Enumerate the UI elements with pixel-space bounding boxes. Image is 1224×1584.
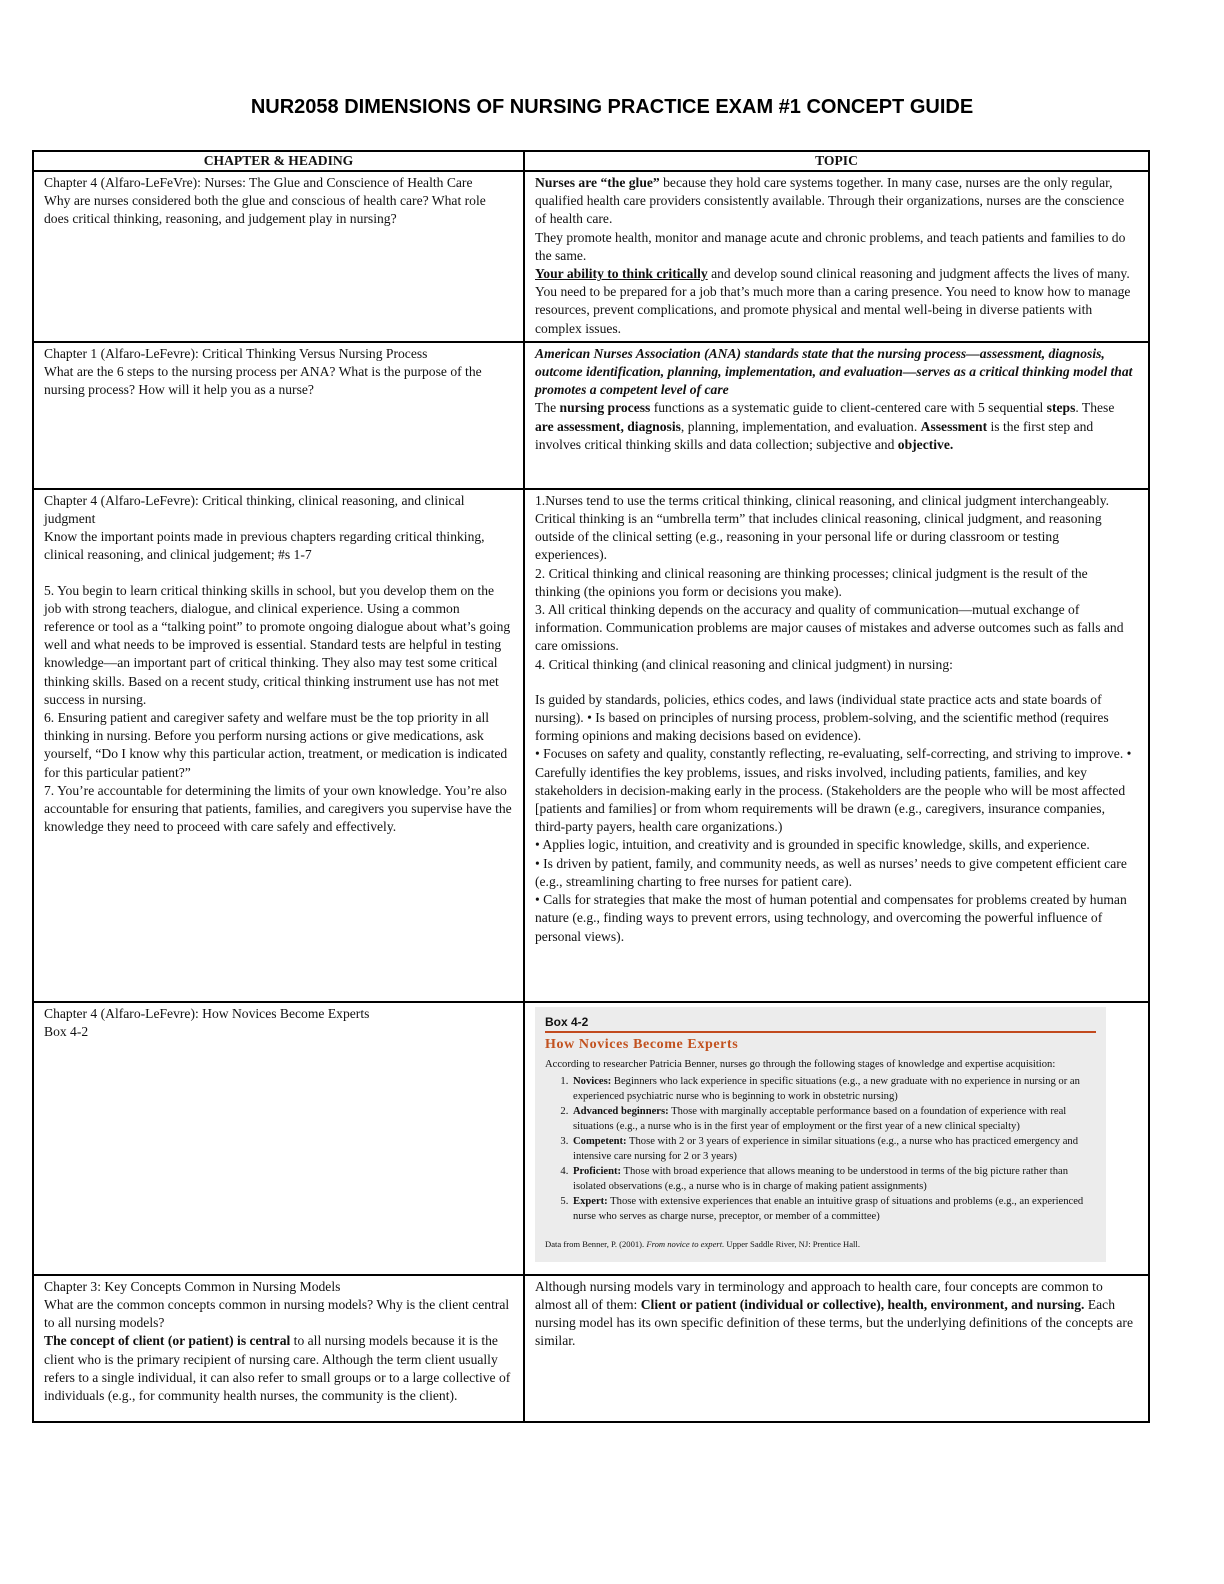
table-row [33,1275,1149,1422]
chapter-heading: Chapter 4 (Alfaro-LeFevre): How Novices Become Experts [44,1005,370,1021]
point-3: 3. All critical thinking depends on the accuracy and quality of communication—mutual exchange of information. Communication problems are major causes of mistakes and adverse outcomes such as falls and care omissions. [535,602,1124,654]
bullet-paragraph: Is guided by standards, policies, ethics codes, and laws (individual state practice acts and state boards of nursing). • Is based on principles of nursing process, problem-solving, and the scientific method (requires forming opinions and making decisions based on evidence). [535,691,1109,744]
topic-paragraph: They promote health, monitor and manage acute and chronic problems, and teach patients and families to do the same. [535,229,1126,263]
topic-cell [524,171,1149,342]
topic-paragraph: The nursing process functions as a systematic guide to client-centered care with 5 sequential steps. These are assessment, diagnosis, planning, implementation, and evaluation. Assessment is the first step and involves critical thinking skills and data collection; subjective and objective. [535,400,1115,452]
column-header-topic: TOPIC [524,151,1149,171]
topic-cell [524,1275,1149,1422]
chapter-cell [33,489,524,1002]
list-item: 1. Novices: Beginners who lack experience in specific situations (e.g., a new graduate with no experience in nursing or an experienced psychiatric nurse who is beginning to work in obstetric nursing) [571,1074,1096,1104]
table-row [33,1002,1149,1275]
table-header-row [33,151,1149,171]
list-item: 4. Proficient: Those with broad experience that allows meaning to be understood in terms of the big picture rather than isolated observations (e.g., a nurse who is in charge of making patient assignments) [571,1164,1096,1194]
point-2: 2. Critical thinking and clinical reasoning are thinking processes; clinical judgment is the result of the thinking (the opinions you form or decisions you make). [535,565,1088,599]
point-4: 4. Critical thinking (and clinical reasoning and clinical judgment) in nursing: [535,656,953,672]
bullet-paragraph: • Is driven by patient, family, and community needs, as well as nurses’ needs to give competent efficient care (e.g., streamlining charting to free nurses for patient care). [535,855,1127,889]
table-row [33,171,1149,342]
list-item: 3. Competent: Those with 2 or 3 years of experience in similar situations (e.g., a nurse who has practiced emergency and intensive care nursing for 2 or 3 years) [571,1134,1096,1164]
box-4-2-figure [535,1007,1106,1262]
table-row [33,342,1149,489]
chapter-cell [33,342,524,489]
chapter-cell [33,1002,524,1275]
table-row [33,489,1149,1002]
topic-cell [524,342,1149,489]
box-title: How Novices Become Experts [545,1036,739,1052]
study-questions: Why are nurses considered both the glue and conscious of health care? What role does critical thinking, reasoning, and judgement play in nursing? [44,193,486,227]
point-6: 6. Ensuring patient and caregiver safety and welfare must be the top priority in all thinking in nursing. Before you perform nursing actions or give medications, ask yourself, “Do I know why this particular action, treatment, or medication is indicated for this particular patient?” [44,710,508,780]
bullet-paragraph: • Calls for strategies that make the most of human potential and compensates for problems created by human nature (e.g., finding ways to prevent errors, using technology, and overcoming the powerful influence of personal views). [535,892,1127,944]
expertise-stages-list [545,1074,1096,1224]
study-questions: What are the common concepts common in nursing models? Why is the client central to all nursing models? [44,1297,510,1331]
point-1: 1.Nurses tend to use the terms critical thinking, clinical reasoning, and clinical judgment interchangeably. Critical thinking is an “umbrella term” that includes clinical reasoning, clinical judgment, and reasoning outside of the clinical setting (e.g., reasoning in your personal life or during classroom or testing experiences). [535,492,1110,563]
box-source-citation: Data from Benner, P. (2001). From novice to expert. Upper Saddle River, NJ: Prentice Hall. [545,1238,860,1249]
box-divider [545,1031,1096,1033]
box-reference: Box 4-2 [44,1024,89,1040]
topic-cell [524,1002,1149,1275]
chapter-cell [33,171,524,342]
list-item: 2. Advanced beginners: Those with marginally acceptable performance based on a foundation of experience with real situations (e.g., a nurse who is in the first year of employment or the first year of a new clinical specialty) [571,1104,1096,1134]
study-questions: What are the 6 steps to the nursing process per ANA? What is the purpose of the nursing process? How will it help you as a nurse? [44,364,482,398]
box-intro: According to researcher Patricia Benner, nurses go through the following stages of knowledge and expertise acquisition: [545,1058,1056,1070]
point-5: 5. You begin to learn critical thinking skills in school, but you develop them on the job with strong teachers, dialogue, and clinical experience. Using a common reference or tool as a “talking point” to promote ongoing dialogue about what’s going well and what needs to be improved is essential. Standard tests are helpful in testing knowledge—an important part of critical thinking. They also may test some critical thinking skills. Based on a recent study, critical thinking instrument use has not met success in nursing. [44,582,511,707]
study-questions: Know the important points made in previous chapters regarding critical thinking, clinical reasoning, and clinical judgement; #s 1-7 [44,529,485,563]
point-7: 7. You’re accountable for determining the limits of your own knowledge. You’re also accountable for ensuring that patients, families, and caregivers you supervise have the knowledge they need to proceed with care safely and effectively. [44,782,512,835]
list-item: 5. Expert: Those with extensive experiences that enable an intuitive grasp of situations and problems (e.g., an experienced nurse who serves as charge nurse, preceptor, or member of a committee) [571,1194,1096,1224]
topic-paragraph: Although nursing models vary in terminology and approach to health care, four concepts are common to almost all of them: Client or patient (individual or collective), health, environment, and nursing. Each nursing model has its own specific definition of these terms, but the underlying definitions of the concepts are similar. [535,1278,1133,1349]
chapter-heading: Chapter 1 (Alfaro-LeFevre): Critical Thinking Versus Nursing Process [44,345,428,361]
topic-paragraph: Nurses are “the glue” because they hold care systems together. In many case, nurses are the only regular, qualified health care providers consistently available. Through their organizations, nurses are the conscience of health care. [535,175,1125,227]
bullet-paragraph: • Focuses on safety and quality, constantly reflecting, re-evaluating, self-correcting, and striving to improve. • Carefully identifies the key problems, issues, and risks involved, including patients, families, and key stakeholders in decision-making early in the process. (Stakeholders are the people who will be most affected [patients and families] or from whom requirements will be drawn (e.g., caregivers, insurance companies, third-party payers, health care organizations.) [535,746,1132,835]
chapter-heading: Chapter 3: Key Concepts Common in Nursing Models [44,1278,341,1294]
column-header-chapter: CHAPTER & HEADING [33,151,524,171]
chapter-heading: Chapter 4 (Alfaro-LeFeVre): Nurses: The Glue and Conscience of Health Care [44,175,473,190]
topic-paragraph: The concept of client (or patient) is central to all nursing models because it is the client who is the primary recipient of nursing care. Although the term client usually refers to a single individual, it can also refer to small groups or to a large collective of individuals (e.g., for community health nurses, the community is the client). [44,1333,511,1404]
ana-standards-statement: American Nurses Association (ANA) standards state that the nursing process—assessment, diagnosis, outcome identification, planning, implementation, and evaluation—serves as a critical thinking model that promotes a competent level of care [535,345,1133,398]
bullet-paragraph: • Applies logic, intuition, and creativity and is grounded in specific knowledge, skills, and experience. [535,837,1090,853]
concept-guide-table [32,150,1150,1423]
topic-paragraph: Your ability to think critically and develop sound clinical reasoning and judgment affects the lives of many. You need to be prepared for a job that’s much more than a caring presence. You need to know how to manage resources, prevent complications, and promote physical and mental well-being in diverse patients with complex issues. [535,266,1131,336]
chapter-heading: Chapter 4 (Alfaro-LeFevre): Critical thinking, clinical reasoning, and clinical judgment [44,492,465,527]
topic-cell [524,489,1149,1002]
box-label: Box 4-2 [545,1014,589,1029]
page-title: NUR2058 DIMENSIONS OF NURSING PRACTICE EXAM #1 CONCEPT GUIDE [250,96,974,118]
chapter-cell [33,1275,524,1422]
